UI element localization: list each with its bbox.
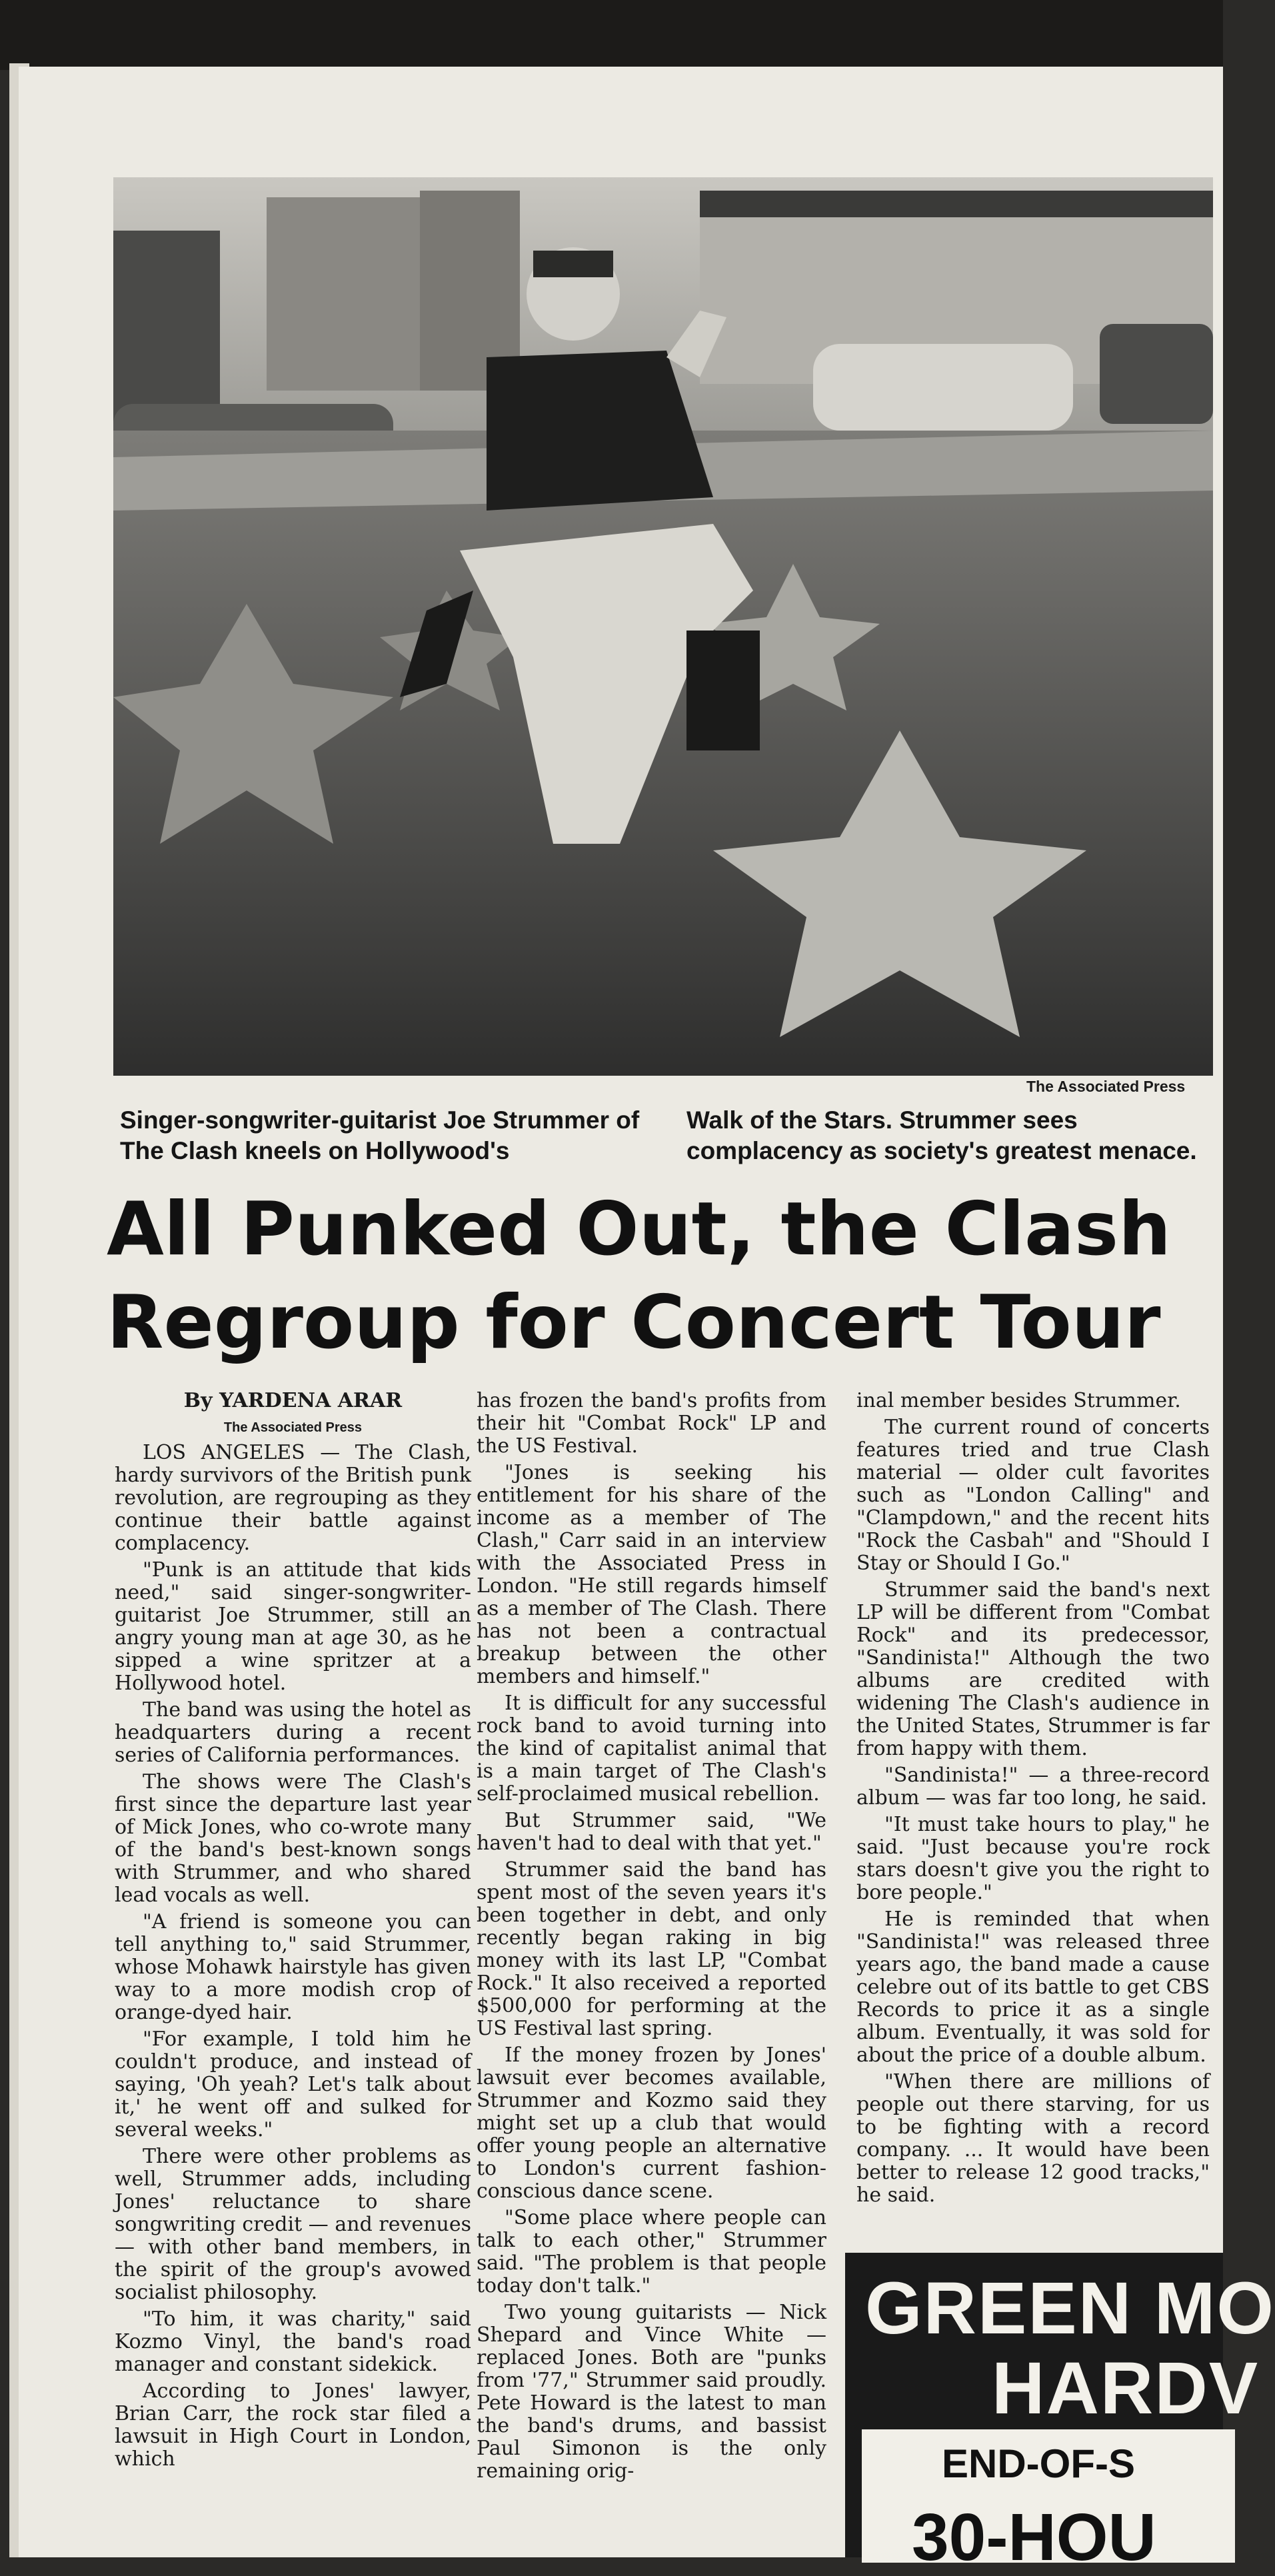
photo-caption-right: Walk of the Stars. Strummer sees complacency as society's greatest menace. [686, 1106, 1197, 1164]
photo-credit: The Associated Press [1026, 1078, 1186, 1095]
paragraph: "Some place where people can talk to each other," Strummer said. "The problem is that people today don't talk." [477, 2206, 826, 2297]
paragraph: has frozen the band's profits from their hit "Combat Rock" LP and the US Festival. [477, 1389, 826, 1458]
article-column-3 [856, 1390, 1210, 2211]
paragraph: "Sandinista!" — a three-record album — was far too long, he said. [856, 1764, 1210, 1810]
headline-line-2: Regroup for Concert Tour [107, 1280, 1161, 1366]
paragraph: "Punk is an attitude that kids need," said singer-songwriter-guitarist Joe Strummer, still an angry young man at age 30, as he sipped a wine spritzer at a Hollywood hotel. [115, 1558, 471, 1695]
paragraph: If the money frozen by Jones' lawsuit ever becomes available, Strummer and Kozmo said they might set up a club that would offer young people an alternative to London's current fashion-conscious dance scene. [477, 2043, 826, 2203]
ad-line-2: HARDV [992, 2347, 1260, 2429]
paragraph: Two young guitarists — Nick Shepard and Vince White — replaced Jones. Both are "punks from '77," Strummer said proudly. Pete Howard is the latest to man the band's drums, and bassist Paul Simonon is the only remaining orig- [477, 2301, 826, 2483]
paragraph: He is reminded that when "Sandinista!" was released three years ago, the band made a cause celebre out of its battle to get CBS Records to price it as a single album. Eventually, it was sold for about the price of a double album. [856, 1908, 1210, 2067]
paragraph: It is difficult for any successful rock band to avoid turning into the kind of capitalist animal that is a main target of The Clash's self-proclaimed musical rebellion. [477, 1692, 826, 1806]
paragraph: "A friend is someone you can tell anything to," said Strummer, whose Mohawk hairstyle has given way to a more modish crop of orange-dyed hair. [115, 1910, 471, 2024]
paragraph: Strummer said the band's next LP will be different from "Combat Rock" and its predecessor, "Sandinista!" Although the two albums are credited with widening The Clash's audience in the United States, Strummer is far from happy with them. [856, 1578, 1210, 1760]
photo-of-man-kneeling-icon [113, 177, 1213, 1076]
byline-author: By YARDENA ARAR [183, 1389, 403, 1412]
byline-agency: The Associated Press [223, 1420, 363, 1435]
article-column-1 [115, 1390, 471, 2475]
headline-line-1: All Punked Out, the Clash [107, 1186, 1172, 1272]
paragraph: "Jones is seeking his entitlement for his share of the income as a member of The Clash," Carr said in an interview with the Associated Press in London. "He still regards himself as a member of The Clash. There has not been a contractual breakup between the other members and himself." [477, 1461, 826, 1688]
article-column-2 [477, 1390, 826, 2487]
paragraph: "When there are millions of people out there starving, for us to be fighting with a record company. ... It would have been better to release 12 good tracks," he said. [856, 2070, 1210, 2207]
paragraph: The shows were The Clash's first since the departure last year of Mick Jones, who co-wrote many of the band's best-known songs with Strummer, and who shared lead vocals as well. [115, 1770, 471, 1907]
paragraph: Strummer said the band has spent most of the seven years it's been together in debt, and only recently began raking in big money with its last LP, "Combat Rock." It also received a reported $500,000 for performing at the US Festival last spring. [477, 1858, 826, 2040]
paragraph: There were other problems as well, Strummer adds, including Jones' reluctance to share songwriting credit — and revenues — with other band members, in the spirit of the group's avowed socialist philosophy. [115, 2145, 471, 2304]
paragraph: LOS ANGELES — The Clash, hardy survivors of the British punk revolution, are regrouping as they continue their battle against complacency. [115, 1441, 471, 1555]
paragraph: "It must take hours to play," he said. "Just because you're rock stars doesn't give you the right to bore people." [856, 1813, 1210, 1904]
paragraph: But Strummer said, "We haven't had to deal with that yet." [477, 1809, 826, 1855]
paragraph: According to Jones' lawyer, Brian Carr, the rock star filed a lawsuit in High Court in London, which [115, 2379, 471, 2471]
ad-line-1: GREEN MO [865, 2267, 1275, 2349]
paragraph: inal member besides Strummer. [856, 1389, 1181, 1412]
ad-line-4: 30-HOU [912, 2500, 1156, 2575]
scan-background [0, 0, 1223, 70]
paragraph: The band was using the hotel as headquarters during a recent series of California performances. [115, 1698, 471, 1767]
paragraph: The current round of concerts features tried and true Clash material — older cult favorites such as "London Calling" and "Clampdown," and the recent hits "Rock the Casbah" and "Should I Stay or Should I Go." [856, 1416, 1210, 1575]
advertisement [845, 2253, 1275, 2575]
paragraph: "To him, it was charity," said Kozmo Vinyl, the band's road manager and constant sidekick. [115, 2307, 471, 2376]
headline [107, 1183, 1226, 1370]
photo-caption-left: Singer-songwriter-guitarist Joe Strummer of The Clash kneels on Hollywood's [120, 1106, 640, 1164]
ad-line-3: END-OF-S [942, 2441, 1135, 2486]
paragraph: "For example, I told him he couldn't produce, and instead of saying, 'Oh yeah? Let's talk about it,' he went off and sulked for several weeks." [115, 2027, 471, 2141]
article-photo [113, 177, 1213, 1076]
